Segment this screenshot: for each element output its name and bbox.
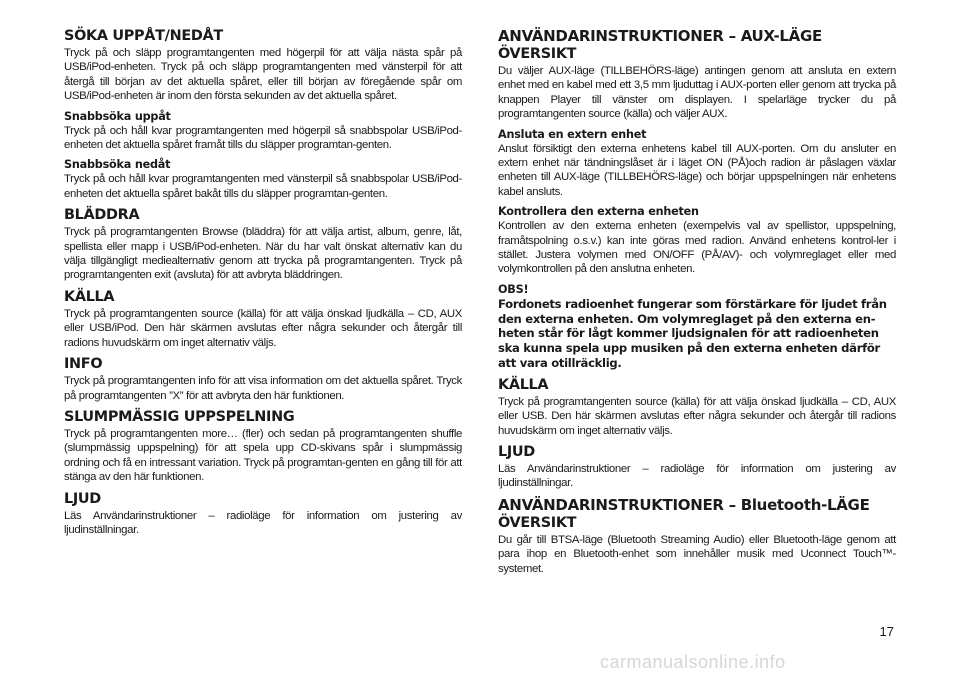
page-number: 17	[879, 624, 894, 639]
heading-bladdra: BLÄDDRA	[64, 207, 140, 224]
text-obs: Fordonets radioenhet fungerar som förstärkare för ljudet från den externa enheten. Om volymreglaget på den externa en-heten står för lågt kommer ljudsignalen för att radioenheten ska kunna spela upp musiken på den externa enheten därför att vara otillräcklig.	[498, 296, 887, 371]
text-ljud-aux: Läs Användarinstruktioner – radioläge för information om justering av ljudinställningar.	[498, 463, 896, 490]
text-ansluta: Anslut försiktigt den externa enhetens kabel till AUX-porten. Om du ansluter en extern enhet när tändningslåset är i läget ON (PÅ)och radion är påslagen växlar enheten till AUX-läge (TILLBEHÖRS-läge) och börjar uppspelningen när enhetens kabel ansluts.	[498, 142, 896, 198]
title-aux-mode: ANVÄNDARINSTRUKTIONER – AUX-LÄGE	[498, 27, 822, 45]
heading-info: INFO	[64, 356, 103, 373]
text-soka: Tryck på och släpp programtangenten med högerpil för att välja nästa spår på USB/iPod-enheten. Tryck på och släpp programtangenten med vänsterpil för att återgå till början av det aktuella spåret, eller till början av föregående spår om USB/iPod-enheten är inom den första sekunden av det aktuella spåret.	[64, 47, 462, 103]
heading-oversikt-aux: ÖVERSIKT	[498, 46, 577, 62]
heading-ljud: LJUD	[64, 490, 101, 507]
heading-obs: OBS!	[498, 282, 529, 296]
text-ljud: Läs Användarinstruktioner – radioläge för information om justering av ljudinställningar.	[64, 509, 462, 536]
text-snabbsoka-nedat: Tryck på och håll kvar programtangenten med vänsterpil så snabbspolar USB/iPod-enheten det aktuella spåret bakåt tills du släpper programtan-genten.	[64, 173, 462, 200]
text-bladdra: Tryck på programtangenten Browse (bläddra) för att välja artist, album, genre, låt, spellista eller mapp i USB/iPod-enheten. När du har valt önskat alternativ kan du välja tillgängligt mediealternativ genom att trycka på programtangenten. Tryck på programtangenten exit (avsluta) för att avbryta bläddringen.	[64, 226, 462, 282]
heading-ansluta: Ansluta en extern enhet	[498, 127, 647, 141]
right-column	[498, 28, 896, 582]
text-oversikt-bt: Du går till BTSA-läge (Bluetooth Streaming Audio) eller Bluetooth-läge genom att para ihop en Bluetooth-enhet som innehåller musik med Uconnect Touch™-systemet.	[498, 533, 896, 575]
text-info: Tryck på programtangenten info för att visa information om det aktuella spåret. Tryck på programtangenten ”X” för att avbryta den här funktionen.	[64, 375, 462, 402]
heading-kalla: KÄLLA	[64, 288, 115, 305]
title-bluetooth-mode: ANVÄNDARINSTRUKTIONER – Bluetooth-LÄGE	[498, 495, 870, 514]
heading-soka: SÖKA UPPÅT/NEDÅT	[64, 28, 223, 44]
text-kalla: Tryck på programtangenten source (källa) för att välja önskad ljudkälla – CD, AUX eller USB/iPod. Den här skärmen avslutas efter några sekunder och återgår till radions huvudskärm om inget alternativ väljs.	[64, 307, 462, 349]
text-kontrollera: Kontrollen av den externa enheten (exempelvis val av spellistor, uppspelning, framåtspolning o.s.v.) kan inte göras med radion. Använd enhetens kontrol-ler i stället. Justera volymen med ON/OFF (PÅ/AV)- och volymreglaget eller med volymkontrollen på den anslutna enheten.	[498, 220, 896, 276]
left-column	[64, 28, 462, 543]
heading-ljud-aux: LJUD	[498, 444, 535, 461]
heading-kontrollera: Kontrollera den externa enheten	[498, 205, 699, 219]
heading-slumpmassig: SLUMPMÄSSIG UPPSPELNING	[64, 408, 295, 425]
text-snabbsoka-uppat: Tryck på och håll kvar programtangenten med högerpil så snabbspolar USB/iPod-enheten det aktuella spåret framåt tills du släpper programtan-genten.	[64, 124, 462, 152]
heading-kalla-aux: KÄLLA	[498, 376, 549, 393]
text-slumpmassig: Tryck på programtangenten more… (fler) och sedan på programtangenten shuffle (slumpmässig uppspelning) för att spela upp CD-skivans spår i slumpmässig ordning och få en intressant variation. Tryck på programtan-genten en gång till för att stänga av den här funktionen.	[64, 427, 462, 484]
text-oversikt-aux: Du väljer AUX-läge (TILLBEHÖRS-läge) antingen genom att ansluta en extern enhet med en kabel med ett 3,5 mm ljuduttag i AUX-porten eller genom att trycka på knappen Player till vänster om displayen. I spelarläge trycker du på programtangenten source (källa) och väljer AUX.	[498, 65, 896, 121]
text-kalla-aux: Tryck på programtangenten source (källa) för att välja önskad ljudkälla – CD, AUX eller USB. Den här skärmen avslutas efter några sekunder och återgår till radions huvudskärm om inget alternativ väljs.	[498, 395, 896, 437]
heading-snabbsoka-uppat: Snabbsöka uppåt	[64, 109, 171, 123]
watermark-text: carmanualsonline.info	[600, 652, 786, 672]
heading-snabbsoka-nedat: Snabbsöka nedåt	[64, 158, 171, 172]
heading-oversikt-bt: ÖVERSIKT	[498, 514, 577, 531]
